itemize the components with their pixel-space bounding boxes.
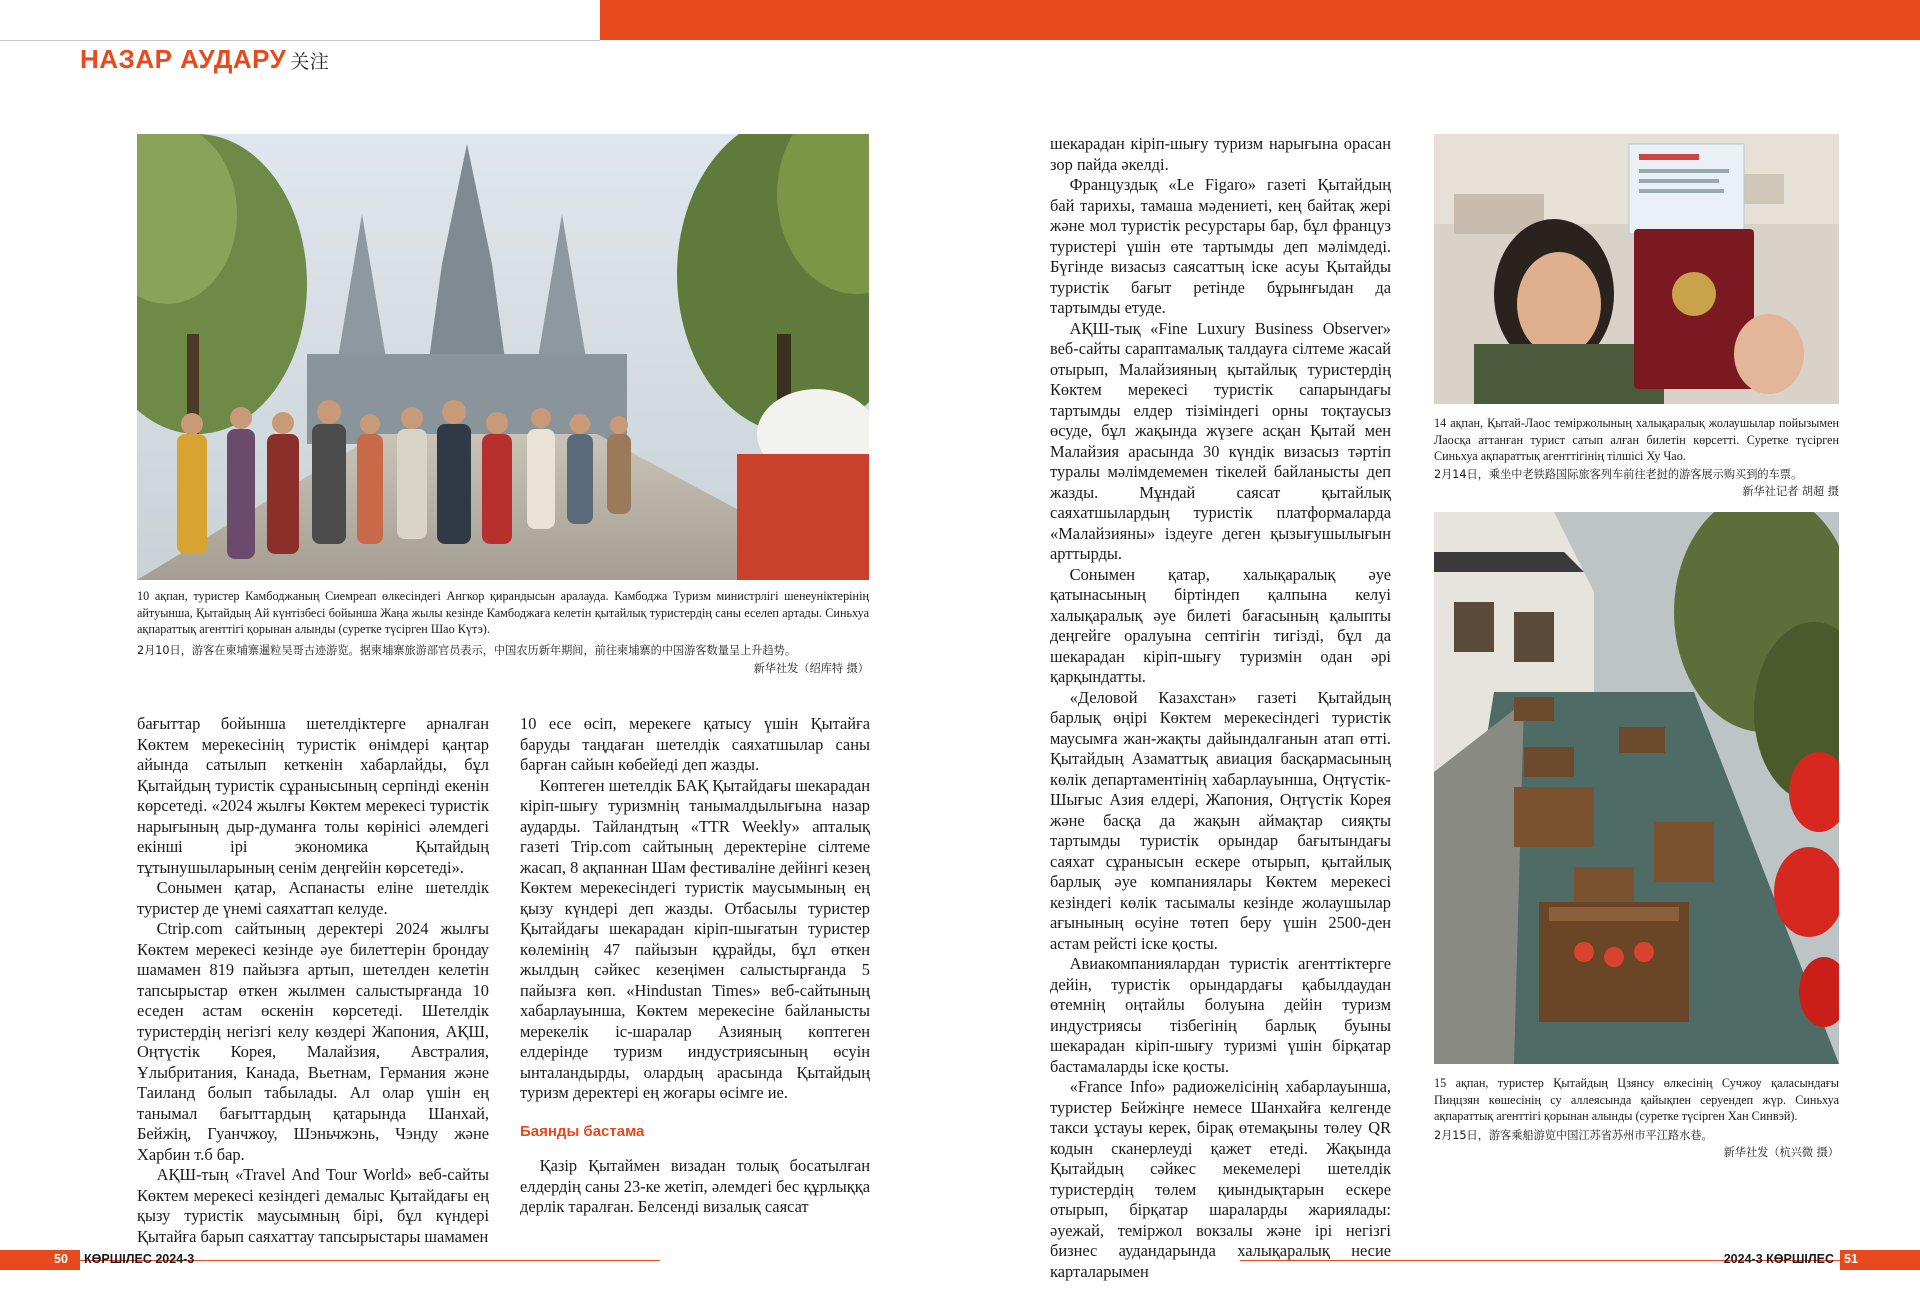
page-number-right: 51 bbox=[1844, 1252, 1858, 1266]
angkor-caption-cn: 2月10日，游客在柬埔寨暹粒吴哥古迹游览。据柬埔寨旅游部官员表示，中国农历新年期间，前往柬埔寨的中国游客数量呈上升趋势。 bbox=[137, 644, 797, 657]
canal-photo bbox=[1434, 512, 1839, 1064]
col3-para-3: АҚШ-тық «Fine Luxury Business Observer» веб-сайты сараптамалық талдауға сілтеме жасай отырып, Малайзияның қытайлық туристердің Көктем мерекесі туристік сапарындағы тартымды елдер тізіміндегі орны тоқтаусыз өсуде, бұл жақында жүзеге асқан Қытай мен Малайзия арасында 30 күндік визасыз тәртіп туралы мәлімдемемен тікелей байланысты деп жазды. Мұндай саясат қытайлық саяхатшылардың туристік платформаларда «Малайзияны» іздеуге деген қызығушылығын арттырды. bbox=[1050, 318, 1391, 563]
canal-caption-cn: 2月15日，游客乘船游览中国江苏省苏州市平江路水巷。 bbox=[1434, 1129, 1713, 1142]
col1-para-2: Сонымен қатар, Аспанасты еліне шетелдік туристер де үнемі саяхаттап келуде. bbox=[137, 878, 489, 918]
section-title bbox=[80, 44, 329, 75]
col1-para-4: АҚШ-тың «Travel And Tour World» веб-сайты Көктем мерекесі кезіндегі демалыс Қытайдағы ең қызу туристік маусымның бірі, бұл күндері Қытайға барып саяхаттау тапсырыстары шамамен bbox=[137, 1165, 489, 1246]
header-accent-bar bbox=[600, 0, 1920, 40]
footer-accent-left bbox=[0, 1250, 80, 1270]
subheading: Баянды бастама bbox=[520, 1122, 645, 1140]
ticket-photo bbox=[1434, 134, 1839, 404]
column-3 bbox=[1050, 134, 1391, 1282]
col3-para-7: «France Info» радиожелісінің хабарлауынша, туристер Бейжіңге немесе Шанхайға келгенде такси ұстауы керек, бірақ өтемақыны төлеу QR кодын сканерлеуді қажет етеді. Жақында Қытайдың сәйкес мекемелері шетелдік туристердің төлем қиындықтарын ескере отырып, бірқатар шараларды жариялады: әуежай, теміржол вокзалы және ірі негізгі бизнес аудандарында халықаралық несие карталарымен bbox=[1050, 1077, 1391, 1281]
ticket-credit: 新华社记者 胡超 摄 bbox=[1742, 485, 1839, 498]
header-rule bbox=[0, 40, 600, 41]
canal-credit: 新华社发（杭兴微 摄） bbox=[1723, 1146, 1839, 1159]
col3-para-5: «Деловой Казахстан» газеті Қытайдың барлық өңірі Көктем мерекесіндегі туристік маусымға жан-жақты дайындалғанын атап өтті. Қытайдың Азаматтық авиация басқармасының көлік департаментінің хабарлауынша, Оңтүстік-Шығыс Азия елдері, Жапония, Оңтүстік Корея және басқа да жақын аймақтар сияқты тартымды туристік орындар бағытындағы саяхат сұранысын ескере отырып, қытайлық барлық әуе компаниялары Көктем мерекесі кезіндегі көлік тасымалы кезінде жолаушылар ағынының өсуіне төтеп беру үшін 2500-ден астам рейсті іске қосты. bbox=[1050, 687, 1391, 953]
angkor-photo bbox=[137, 134, 869, 580]
col3-para-6: Авиакомпаниялардан туристік агенттіктерге дейін, туристік орындардағы қабылдаудан өтемнің оңтайлы болуына дейін туризм индустриясы тізбегінің барлық буыны шекарадан кіріп-шығу туризмі үшін бірқатар бастамаларды іске қосты. bbox=[1050, 954, 1391, 1076]
section-title-cn: 关注 bbox=[290, 51, 330, 73]
canal-caption: 15 ақпан, туристер Қытайдың Цзянсу өлкесінің Сучжоу қаласындағы Пиңцзян көшесінің су аллеясында қайықпен серуендеп жүр. Синьхуа ақпараттық агенттігі қорынан алынды (суретке түсірген Хан Синвэй). bbox=[1434, 1076, 1839, 1123]
footer-label-left: КӨРШІЛЕС 2024-3 bbox=[84, 1252, 195, 1266]
footer-label-right: 2024-3 КӨРШІЛЕС bbox=[1723, 1252, 1834, 1266]
ticket-caption: 14 ақпан, Қытай-Лаос теміржолының халықаралық жолаушылар пойызымен Лаосқа аттанған турист сатып алған билетін көрсетті. Суретке түсірген Синьхуа ақпараттық агенттігінің тілшісі Ху Чао. bbox=[1434, 416, 1839, 463]
col2-para-2: Көптеген шетелдік БАҚ Қытайдағы шекарадан кіріп-шығу туризмнің танымалдылығына назар аударды. Тайландтың «TTR Weekly» апталық газеті Trip.com сайтының деректеріне сілтеме жасап, 8 ақпаннан Шам фестиваліне дейінгі кезең Көктем мерекесіндегі туристік маусымының ең қызу күндері деп жазды. Отбасылы туристер Қытайдағы шекарадан кіріп-шығатын туристер көлемінің 47 пайызын құрайды, бұл өткен жылдың сәйкес кезеңімен салыстырғанда 5 пайызға көп. «Hindustan Times» веб-сайтының хабарлауынша, Көктем мерекесіне байланысты мерекелік іс-шаралар Азияның көптеген елдерінде туризм индустриясының өсуін ынталандырды, олардың арасында Қытайдың туризм деректері ең жоғары өсімге ие. bbox=[520, 775, 870, 1102]
column-2 bbox=[520, 714, 870, 1218]
col2-para-3: Қазір Қытаймен визадан толық босатылған елдердің саны 23-ке жетіп, әлемдегі бес құрлыққа дерлік таралған. Белсенді визалық саясат bbox=[520, 1156, 870, 1216]
col1-para-1: бағыттар бойынша шетелдіктерге арналған Көктем мерекесінің туристік өнімдері қаңтар айында сатылып кеткенін хабарлайды, бұл Қытайдың туристік сұранысының серпінді екенін көрсетеді. «2024 жылғы Көктем мерекесі туристік нарығының дыр-думанға толы көрінісі әлемдегі екінші ірі экономика Қытайдың тұтынушыларының сенім деңгейін көрсетеді». bbox=[137, 714, 489, 877]
col1-para-3: Ctrip.com сайтының деректері 2024 жылғы Көктем мерекесі кезінде әуе билеттерін брондау шамамен 819 пайызға артып, шетелден келетін тапсырыстар өткен жылмен салыстырғанда 10 еседен астам өскенін көрсетеді. Шетелдік туристердің негізгі келу көздері Жапония, АҚШ, Оңтүстік Корея, Малайзия, Австралия, Ұлыбритания, Канада, Вьетнам, Германия және Таиланд болып табылады. Ал олар үшін ең танымал бағыттардың қатарында Шанхай, Бейжің, Гуанчжоу, Шэньчжэнь, Чэнду және Харбин т.б бар. bbox=[137, 919, 489, 1164]
col3-para-1: шекарадан кіріп-шығу туризм нарығына орасан зор пайда әкелді. bbox=[1050, 134, 1391, 174]
col2-para-1: 10 есе өсіп, мерекеге қатысу үшін Қытайға баруды таңдаған шетелдік саяхатшылар саны барған сайын көбейеді деп жазды. bbox=[520, 714, 870, 774]
section-title-kk: НАЗАР АУДАРУ bbox=[80, 44, 287, 74]
angkor-caption: 10 ақпан, туристер Камбоджаның Сиемреап өлкесіндегі Ангкор қирандысын аралауда. Камбоджа Туризм министрлігі шенеуніктерінің айтуынша, Қытайдың Ай күнтізбесі бойынша Жаңа жылы кезінде Камбоджаға келетін қытайлық туристердің саны еселеп артады. Синьхуа ақпараттық агенттігі қорынан алынды (суретке түсірген Шао Күтэ). bbox=[137, 589, 869, 636]
col3-para-2: Француздық «Le Figaro» газеті Қытайдың бай тарихы, тамаша мәдениеті, кең байтақ жері және мол туристік ресурстары бар, бұл француз туристері үшін өте тартымды деп мәлімдеді. Бүгінде визасыз саясаттың іске асуы Қытайды туристік бағыт ретінде бұрынғыдан да тартымды етуде. bbox=[1050, 175, 1391, 317]
ticket-caption-cn: 2月14日，乘坐中老铁路国际旅客列车前往老挝的游客展示购买到的车票。 bbox=[1434, 468, 1803, 481]
column-1 bbox=[137, 714, 489, 1247]
col3-para-4: Сонымен қатар, халықаралық әуе қатынасының біртіндеп қалпына келуі халықаралық әуе билеті бағасының қалыпты деңгейге оралуына септігін тигізді, бұл да шекарадан кіріп-шығу туризмін одан әрі қарқындатты. bbox=[1050, 564, 1391, 686]
page-number-left: 50 bbox=[54, 1252, 68, 1266]
angkor-credit: 新华社发（绍库特 摄） bbox=[753, 662, 869, 675]
